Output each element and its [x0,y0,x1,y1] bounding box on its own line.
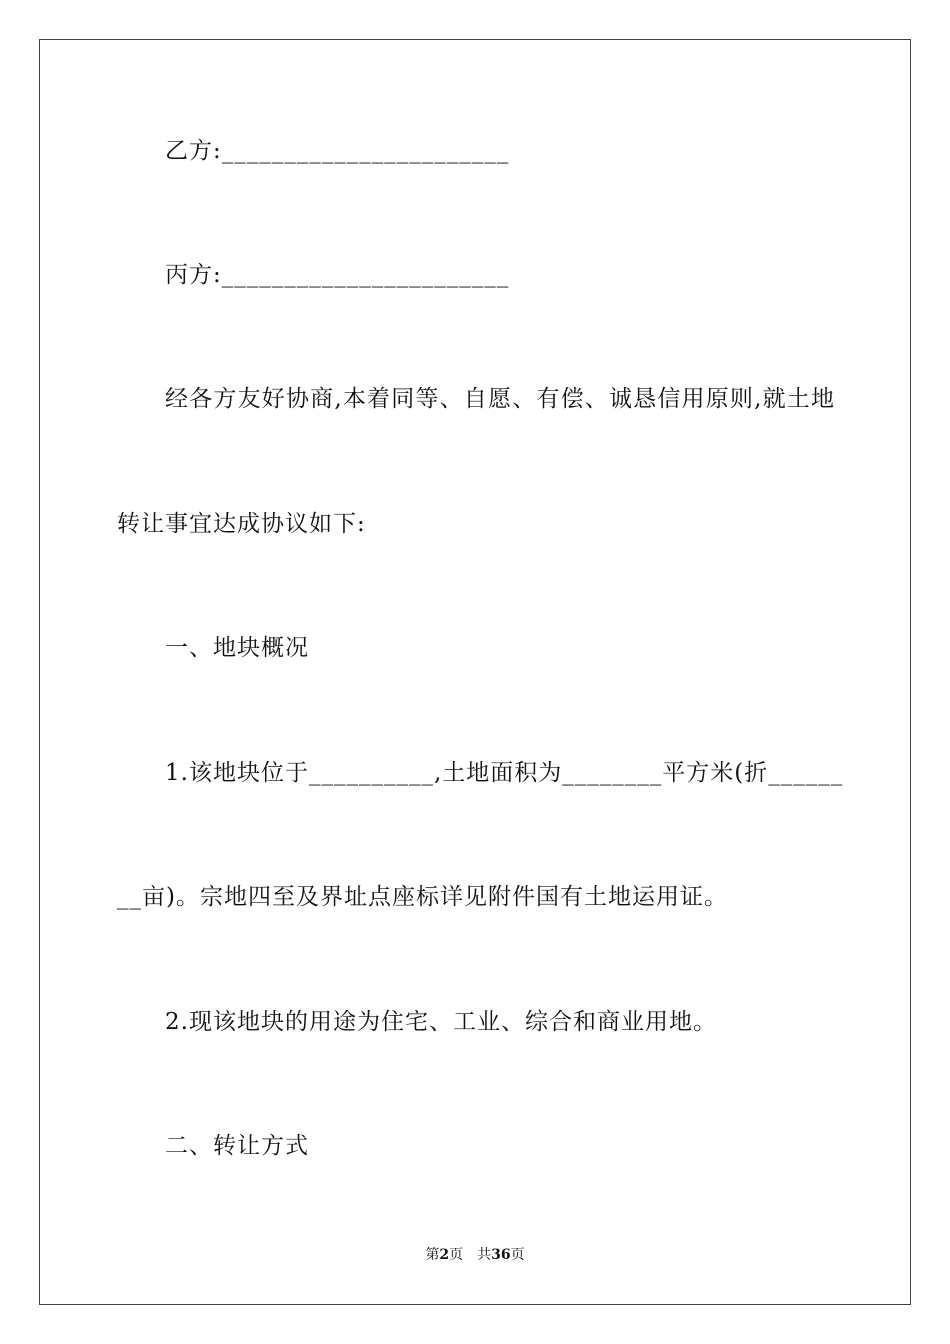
party-b-line: 乙方:_______________________ [165,138,510,164]
page-border [39,39,911,1305]
footer-page-prefix: 第 [425,1247,440,1263]
section-heading-1: 一、地块概况 [165,635,309,661]
footer-total-suffix: 页 [510,1247,525,1263]
item-1-line-2: __亩)。宗地四至及界址点座标详见附件国有土地运用证。 [117,884,728,910]
party-c-line: 丙方:_______________________ [165,262,510,288]
item-1-line-1: 1.该地块位于__________,土地面积为________平方米(折______ [165,760,844,786]
footer-total-prefix: 共 [477,1247,492,1263]
footer-total-pages: 36 [491,1247,511,1263]
item-2-line: 2.现该地块的用途为住宅、工业、综合和商业用地。 [165,1009,717,1035]
footer-page-number: 2 [439,1247,450,1263]
section-heading-2: 二、转让方式 [165,1133,309,1159]
page-footer [0,1245,950,1265]
footer-page-suffix: 页 [449,1247,464,1263]
intro-paragraph-line-2: 转让事宜达成协议如下: [117,511,366,537]
intro-paragraph-line-1: 经各方友好协商,本着同等、自愿、有偿、诚恳信用原则,就土地 [165,386,835,412]
